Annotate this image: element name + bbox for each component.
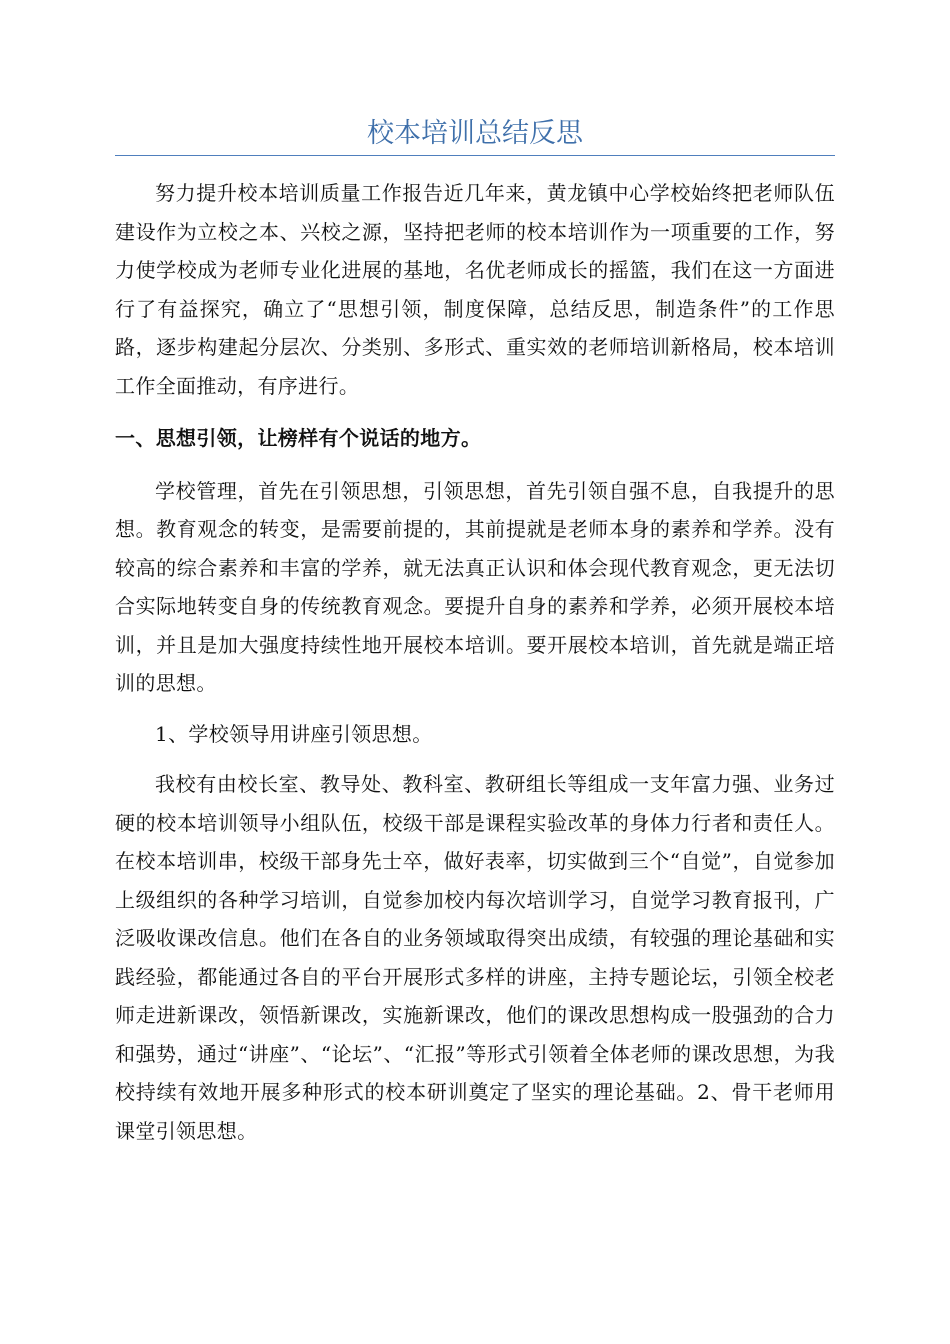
document-title: 校本培训总结反思 bbox=[367, 118, 583, 149]
document-body bbox=[115, 174, 835, 1150]
subsection-heading-1: 1、学校领导用讲座引领思想。 bbox=[155, 721, 433, 746]
intro-paragraph: 努力提升校本培训质量工作报告近几年来，黄龙镇中心学校始终把老师队伍建设作为立校之本、兴校之源，坚持把老师的校本培训作为一项重要的工作，努力使学校成为老师专业化进展的基地，名优老师成长的摇篮，我们在这一方面进行了有益探究，确立了“思想引领，制度保障，总结反思，制造条件”的工作思路，逐步构建起分层次、分类别、多形式、重实效的老师培训新格局，校本培训工作全面推动，有序进行。 bbox=[115, 181, 835, 398]
section-heading-1: 一、思想引领，让榜样有个说话的地方。 bbox=[115, 426, 482, 450]
title-underline bbox=[115, 155, 835, 156]
subsection-1-paragraph: 我校有由校长室、教导处、教科室、教研组长等组成一支年富力强、业务过硬的校本培训领导小组队伍，校级干部是课程实验改革的身体力行者和责任人。在校本培训串，校级干部身先士卒，做好表率，切实做到三个“自觉”，自觉参加上级组织的各种学习培训，自觉参加校内每次培训学习，自觉学习教育报刊，广泛吸收课改信息。他们在各自的业务领域取得突出成绩，有较强的理论基础和实践经验，都能通过各自的平台开展形式多样的讲座，主持专题论坛，引领全校老师走进新课改，领悟新课改，实施新课改，他们的课改思想构成一股强劲的合力和强势，通过“讲座”、“论坛”、“汇报”等形式引领着全体老师的课改思想，为我校持续有效地开展多种形式的校本研训奠定了坚实的理论基础。2、骨干老师用课堂引领思想。 bbox=[115, 772, 835, 1143]
section-1-paragraph: 学校管理，首先在引领思想，引领思想，首先引领自强不息，自我提升的思想。教育观念的转变，是需要前提的，其前提就是老师本身的素养和学养。没有较高的综合素养和丰富的学养，就无法真正认识和体会现代教育观念，更无法切合实际地转变自身的传统教育观念。要提升自身的素养和学养，必须开展校本培训，并且是加大强度持续性地开展校本培训。要开展校本培训，首先就是端正培训的思想。 bbox=[115, 478, 835, 695]
